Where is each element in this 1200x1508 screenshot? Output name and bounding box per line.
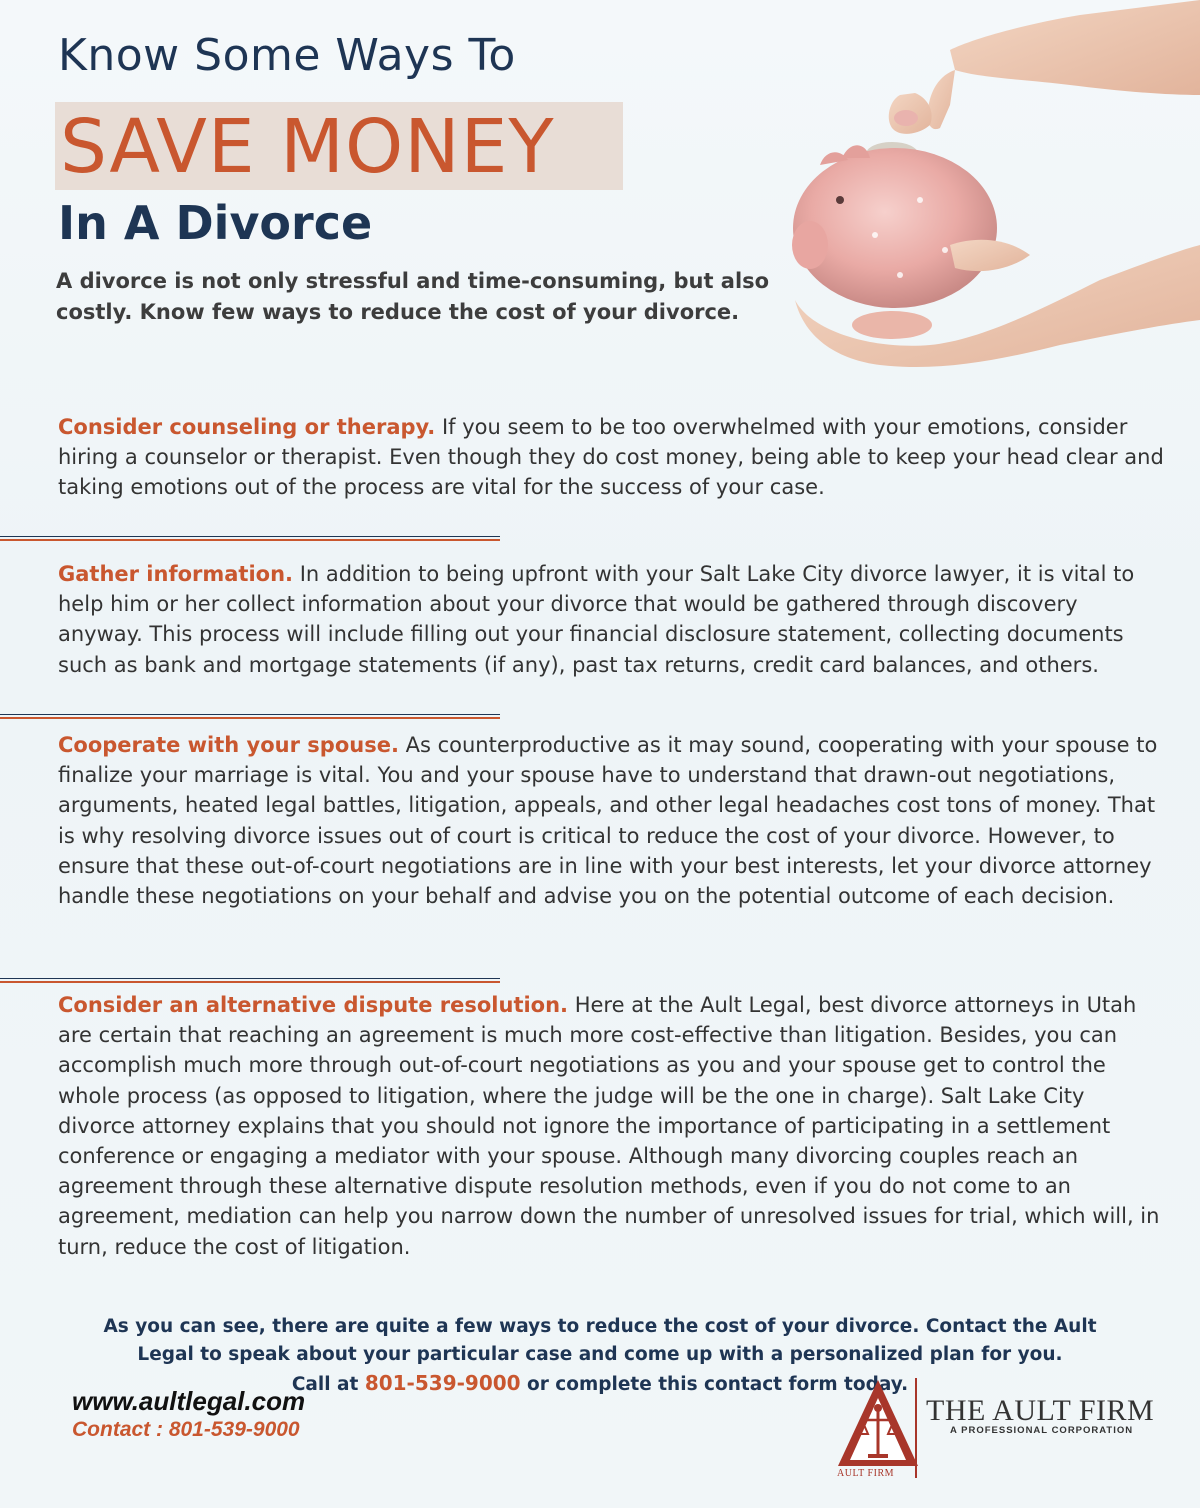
closing-call-prefix: Call at [291, 1374, 365, 1395]
tip-section-counseling [58, 412, 1168, 503]
closing-call-suffix[interactable]: or complete this contact form today. [520, 1374, 909, 1395]
logo-subtitle: A PROFESSIONAL CORPORATION [950, 1425, 1134, 1436]
tip-title: Cooperate with your spouse. [58, 733, 399, 757]
title-line-3: In A Divorce [58, 196, 373, 250]
tip-section-alternative-dispute [58, 990, 1168, 1262]
logo-firm-name: THE AULT FIRM [926, 1394, 1155, 1427]
scales-of-justice-icon [832, 1376, 924, 1480]
title-line-2: SAVE MONEY [60, 104, 555, 190]
tip-body: Here at the Ault Legal, best divorce attorneys in Utah are certain that reaching an agreement is much more cost-effective than litigation. Besides, you can accomplish much more through out-of-court negotiations as you and your spouse get to control the whole process (as opposed to litigation, where the judge will be the one in charge). Salt Lake City divorce attorney explains that you should not ignore the importance of participating in a settlement conference or engaging a mediator with your spouse. Although many divorcing couples reach an agreement through these alternative dispute resolution methods, even if you do not come to an agreement, mediation can help you narrow down the number of unresolved issues for trial, which will, in turn, reduce the cost of litigation. [58, 993, 1160, 1259]
tip-title: Consider an alternative dispute resolution. [58, 993, 569, 1017]
tip-title: Gather information. [58, 562, 294, 586]
closing-line-1: As you can see, there are quite a few ways to reduce the cost of your divorce. Contact the Ault [103, 1316, 1097, 1337]
section-divider [0, 714, 500, 719]
tip-body: As counterproductive as it may sound, cooperating with your spouse to finalize your marriage is vital. You and your spouse have to understand that drawn-out negotiations, arguments, heated legal battles, litigation, appeals, and other legal headaches cost tons of money. That is why resolving divorce issues out of court is critical to reduce the cost of your divorce. However, to ensure that these out-of-court negotiations are in line with your best interests, let your divorce attorney handle these negotiations on your behalf and advise you on the potential outcome of each decision. [58, 733, 1158, 909]
contact-phone[interactable]: Contact : 801-539-9000 [72, 1418, 300, 1441]
section-divider [0, 978, 500, 983]
tip-section-gather-information [58, 559, 1168, 680]
section-divider [0, 536, 500, 541]
logo-divider [915, 1378, 917, 1478]
logo-mark-text: AULT FIRM [837, 1468, 895, 1479]
tip-title: Consider counseling or therapy. [58, 415, 436, 439]
piggy-bank-hands-image [780, 0, 1200, 380]
closing-line-2: Legal to speak about your particular case and come up with a personalized plan for you. [137, 1344, 1063, 1365]
title-line-1: Know Some Ways To [58, 30, 516, 81]
tip-body: If you seem to be too overwhelmed with your emotions, consider hiring a counselor or therapist. Even though they do cost money, being able to keep your head clear and taking emotions out of the process are vital for the success of your case. [58, 415, 1164, 500]
website-link[interactable]: www.aultlegal.com [72, 1386, 306, 1416]
intro-paragraph: A divorce is not only stressful and time-consuming, but also costly. Know few ways to reduce the cost of your divorce. [56, 269, 770, 324]
tip-body: In addition to being upfront with your Salt Lake City divorce lawyer, it is vital to help him or her collect information about your divorce that would be gathered through discovery anyway. This process will include filling out your financial disclosure statement, collecting documents such as bank and mortgage statements (if any), past tax returns, credit card balances, and others. [58, 562, 1135, 677]
tip-section-cooperate [58, 730, 1168, 911]
closing-phone-link[interactable]: 801-539-9000 [364, 1371, 521, 1395]
